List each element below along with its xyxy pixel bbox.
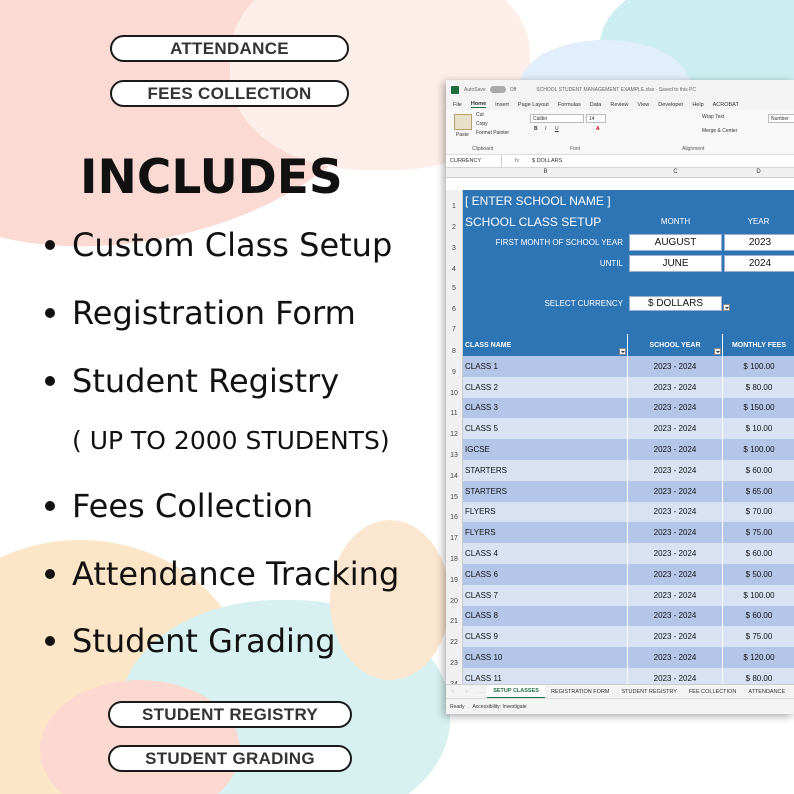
table-row [446,460,794,481]
feature-item [45,622,336,660]
row-number: 20 [446,585,463,606]
school-year-cell[interactable]: 2023 - 2024 [628,543,723,564]
school-year-cell[interactable]: 2023 - 2024 [628,668,723,689]
month-header-cell[interactable]: MONTH [660,217,691,226]
feature-label: Custom Class Setup [72,226,393,264]
excel-logo-icon [451,86,459,94]
sheet-row [446,190,794,211]
class-name-cell[interactable]: CLASS 5 [463,418,628,439]
monthly-fee-cell[interactable]: $ 60.00 [745,611,773,621]
class-name-header[interactable] [463,334,628,356]
row-number: 11 [446,398,463,419]
format-painter-button[interactable]: Format Painter [476,130,510,136]
bullet-icon [45,501,55,511]
row-number: 7 [446,314,463,334]
tab-student-registry[interactable]: STUDENT REGISTRY [621,688,677,695]
feature-label: Registration Form [72,294,356,332]
class-name-cell[interactable]: CLASS 11 [463,668,628,689]
school-year-cell[interactable]: 2023 - 2024 [628,418,723,439]
row-number: 21 [446,606,463,627]
font-group-label: Font [570,146,581,152]
font-size-box[interactable]: 14 [586,114,606,123]
year-header-cell[interactable]: YEAR [747,217,770,226]
school-year-cell[interactable]: 2023 - 2024 [628,626,723,647]
feature-label: Fees Collection [72,487,314,525]
sheet-row [446,211,794,232]
table-row [446,439,794,460]
table-header-row [446,334,794,356]
table-row [446,398,794,419]
row-number: 4 [446,253,463,274]
font-color-icon[interactable]: A [596,126,600,132]
file-title: SCHOOL STUDENT MANAGEMENT EXAMPLE.xlsx · Saved to this PC [536,86,696,93]
monthly-fee-cell[interactable]: $ 60.00 [745,465,773,475]
menu-acrobat[interactable]: ACROBAT [712,101,739,108]
table-row [446,377,794,398]
status-bar [446,698,794,714]
row-number: 19 [446,564,463,585]
table-row [446,606,794,627]
class-name-cell[interactable]: CLASS 7 [463,585,628,606]
class-name-cell[interactable]: CLASS 6 [463,564,628,585]
attendance-pill: ATTENDANCE [110,35,349,62]
table-row [446,522,794,543]
row-number: 12 [446,418,463,439]
table-row [446,564,794,585]
row-number: 14 [446,460,463,481]
feature-label: Student Grading [72,622,336,660]
filter-dropdown-icon[interactable] [714,348,721,355]
until-month-input[interactable]: JUNE [629,255,722,272]
school-year-cell[interactable]: 2023 - 2024 [628,564,723,585]
sheet-row [446,253,794,274]
paste-icon[interactable] [454,114,472,130]
class-name-cell[interactable]: CLASS 9 [463,626,628,647]
school-year-cell[interactable]: 2023 - 2024 [628,522,723,543]
row-number: 8 [446,334,463,356]
ribbon [446,110,794,155]
background-blob [330,520,450,680]
class-name-cell[interactable]: CLASS 1 [463,356,628,377]
row-number: 5 [446,274,463,293]
column-headers [446,168,794,178]
column-header-c[interactable]: C [673,169,678,175]
row-number: 22 [446,626,463,647]
name-box[interactable]: CURRENCY [446,155,502,167]
monthly-fee-cell[interactable]: $ 100.00 [743,361,775,371]
row-number: 13 [446,439,463,460]
column-header-b[interactable]: B [543,169,548,175]
cut-button[interactable]: Cut [476,112,484,118]
monthly-fee-cell[interactable]: $ 80.00 [745,673,773,683]
row-number: 17 [446,522,463,543]
status-ready: Ready [450,703,465,710]
school-year-header[interactable] [628,334,723,356]
first-year-input[interactable]: 2023 [724,234,794,251]
bullet-icon [45,308,55,318]
table-row [446,543,794,564]
school-name-cell[interactable]: [ ENTER SCHOOL NAME ] [465,193,611,208]
first-month-input[interactable]: AUGUST [629,234,722,251]
class-table-body [446,356,794,689]
class-name-header-text: CLASS NAME [465,341,512,349]
feature-item [45,487,313,525]
sheet-row [446,274,794,293]
paste-label[interactable]: Paste [456,132,469,138]
copy-button[interactable]: Copy [476,121,488,127]
sheet-row [446,232,794,253]
class-name-cell[interactable]: FLYERS [463,502,628,523]
school-year-cell[interactable]: 2023 - 2024 [628,398,723,419]
currency-label: SELECT CURRENCY [544,299,623,308]
bullet-icon [45,636,55,646]
feature-item [45,226,392,264]
feature-label: Attendance Tracking [72,555,400,593]
bold-icon[interactable]: B [534,126,538,132]
ribbon-tabs [446,99,794,110]
monthly-fee-cell[interactable]: $ 100.00 [743,590,775,600]
menu-page-layout[interactable]: Page Layout [517,101,549,108]
monthly-fee-cell[interactable]: $ 10.00 [745,424,773,434]
currency-select[interactable]: $ DOLLARS [629,296,722,311]
includes-heading: INCLUDES [80,150,343,205]
menu-review[interactable]: Review [610,101,629,108]
table-row [446,418,794,439]
class-name-cell[interactable]: CLASS 10 [463,647,628,668]
underline-icon[interactable]: U [555,126,559,132]
class-name-cell[interactable]: CLASS 3 [463,398,628,419]
monthly-fee-cell[interactable]: $ 150.00 [743,403,775,413]
school-year-cell[interactable]: 2023 - 2024 [628,481,723,502]
bullet-icon [45,569,55,579]
menu-view[interactable]: View [637,101,650,108]
row-number: 16 [446,502,463,523]
row-number: 2 [446,211,463,232]
merge-center-button[interactable]: Merge & Center [702,128,738,134]
row-number: 10 [446,377,463,398]
sheet-tabs [446,684,794,698]
class-name-cell[interactable]: IGCSE [463,439,628,460]
school-year-cell[interactable]: 2023 - 2024 [628,460,723,481]
school-year-cell[interactable]: 2023 - 2024 [628,502,723,523]
row-number: 3 [446,232,463,253]
autosave-state: Off [509,86,517,93]
feature-label: Student Registry [72,362,340,400]
table-row [446,626,794,647]
school-year-cell[interactable]: 2023 - 2024 [628,585,723,606]
first-month-label: FIRST MONTH OF SCHOOL YEAR [495,238,623,247]
row-number: 23 [446,647,463,668]
excel-window [446,80,794,714]
accessibility-status[interactable]: Accessibility: Investigate [472,703,527,710]
table-row [446,356,794,377]
sheet-row [446,293,794,314]
monthly-fee-cell[interactable]: $ 120.00 [743,653,775,663]
feature-item [45,294,356,332]
school-year-cell[interactable]: 2023 - 2024 [628,439,723,460]
menu-formulas[interactable]: Formulas [557,101,581,108]
menu-developer[interactable]: Developer [658,101,684,108]
monthly-fee-cell[interactable]: $ 80.00 [745,382,773,392]
class-name-cell[interactable]: FLYERS [463,522,628,543]
monthly-fee-cell[interactable]: $ 75.00 [745,528,773,538]
row-number: 1 [446,190,463,211]
row-number: 18 [446,543,463,564]
monthly-fee-cell[interactable]: $ 70.00 [745,507,773,517]
table-row [446,585,794,606]
feature-item [45,362,339,400]
feature-note: ( UP TO 2000 STUDENTS) [72,426,390,455]
wrap-text-button[interactable]: Wrap Text [702,114,725,120]
class-name-cell[interactable]: CLASS 2 [463,377,628,398]
monthly-fee-cell[interactable]: $ 100.00 [743,445,775,455]
menu-insert[interactable]: Insert [495,101,509,108]
autosave-toggle[interactable] [490,86,506,93]
table-row [446,481,794,502]
student-registry-pill: STUDENT REGISTRY [108,701,352,728]
tab-next-icon[interactable]: › [465,688,468,695]
fx-icon[interactable]: fx [514,158,520,164]
bullet-icon [45,376,55,386]
autosave-label: AutoSave [464,86,486,93]
monthly-fee-cell[interactable]: $ 60.00 [745,549,773,559]
monthly-fee-cell[interactable]: $ 75.00 [745,632,773,642]
until-year-input[interactable]: 2024 [724,255,794,272]
feature-item [45,555,399,593]
tab-registration-form[interactable]: REGISTRATION FORM [550,688,610,695]
italic-icon[interactable]: I [545,126,547,132]
menu-file[interactable]: File [453,101,462,108]
school-year-cell[interactable]: 2023 - 2024 [628,647,723,668]
monthly-fee-cell[interactable]: $ 50.00 [745,569,773,579]
setup-title-cell[interactable]: SCHOOL CLASS SETUP [465,214,602,229]
menu-data[interactable]: Data [589,101,602,108]
student-grading-pill: STUDENT GRADING [108,745,352,772]
alignment-group-label: Alignment [682,146,705,152]
school-year-cell[interactable]: 2023 - 2024 [628,356,723,377]
class-name-cell[interactable]: CLASS 8 [463,606,628,627]
row-number: 15 [446,481,463,502]
table-row [446,647,794,668]
font-name-box[interactable]: Calibri [530,114,584,123]
monthly-fee-cell[interactable]: $ 65.00 [745,486,773,496]
tab-fee-collection[interactable]: FEE COLLECTION [688,688,737,695]
bullet-icon [45,240,55,250]
menu-home[interactable]: Home [470,101,487,107]
row-number: 9 [446,356,463,377]
class-name-cell[interactable]: CLASS 4 [463,543,628,564]
class-name-cell[interactable]: STARTERS [463,481,628,502]
column-header-d[interactable]: D [756,169,761,175]
table-row [446,502,794,523]
currency-dropdown-icon[interactable] [723,304,730,311]
tab-more-icon[interactable]: … [477,688,484,695]
tab-setup-classes[interactable]: SETUP CLASSES [487,685,545,698]
formula-input[interactable]: $ DOLLARS [532,158,563,164]
tab-attendance[interactable]: ATTENDANCE [748,688,786,695]
tab-prev-icon[interactable]: ‹ [452,688,454,695]
monthly-fees-header[interactable]: MONTHLY FEES [723,334,794,356]
sheet-grid [446,190,794,689]
school-year-cell[interactable]: 2023 - 2024 [628,377,723,398]
until-label: UNTIL [599,259,623,268]
class-name-cell[interactable]: STARTERS [463,460,628,481]
clipboard-group-label: Clipboard [472,146,494,152]
sheet-row [446,314,794,334]
formula-bar [446,155,794,168]
school-year-header-text: SCHOOL YEAR [649,341,701,349]
title-bar [446,80,794,99]
school-year-cell[interactable]: 2023 - 2024 [628,606,723,627]
menu-help[interactable]: Help [692,101,704,108]
row-number: 6 [446,293,463,314]
number-format-box[interactable]: Number [768,114,794,123]
fees-collection-pill: FEES COLLECTION [110,80,349,107]
filter-dropdown-icon[interactable] [619,348,626,355]
